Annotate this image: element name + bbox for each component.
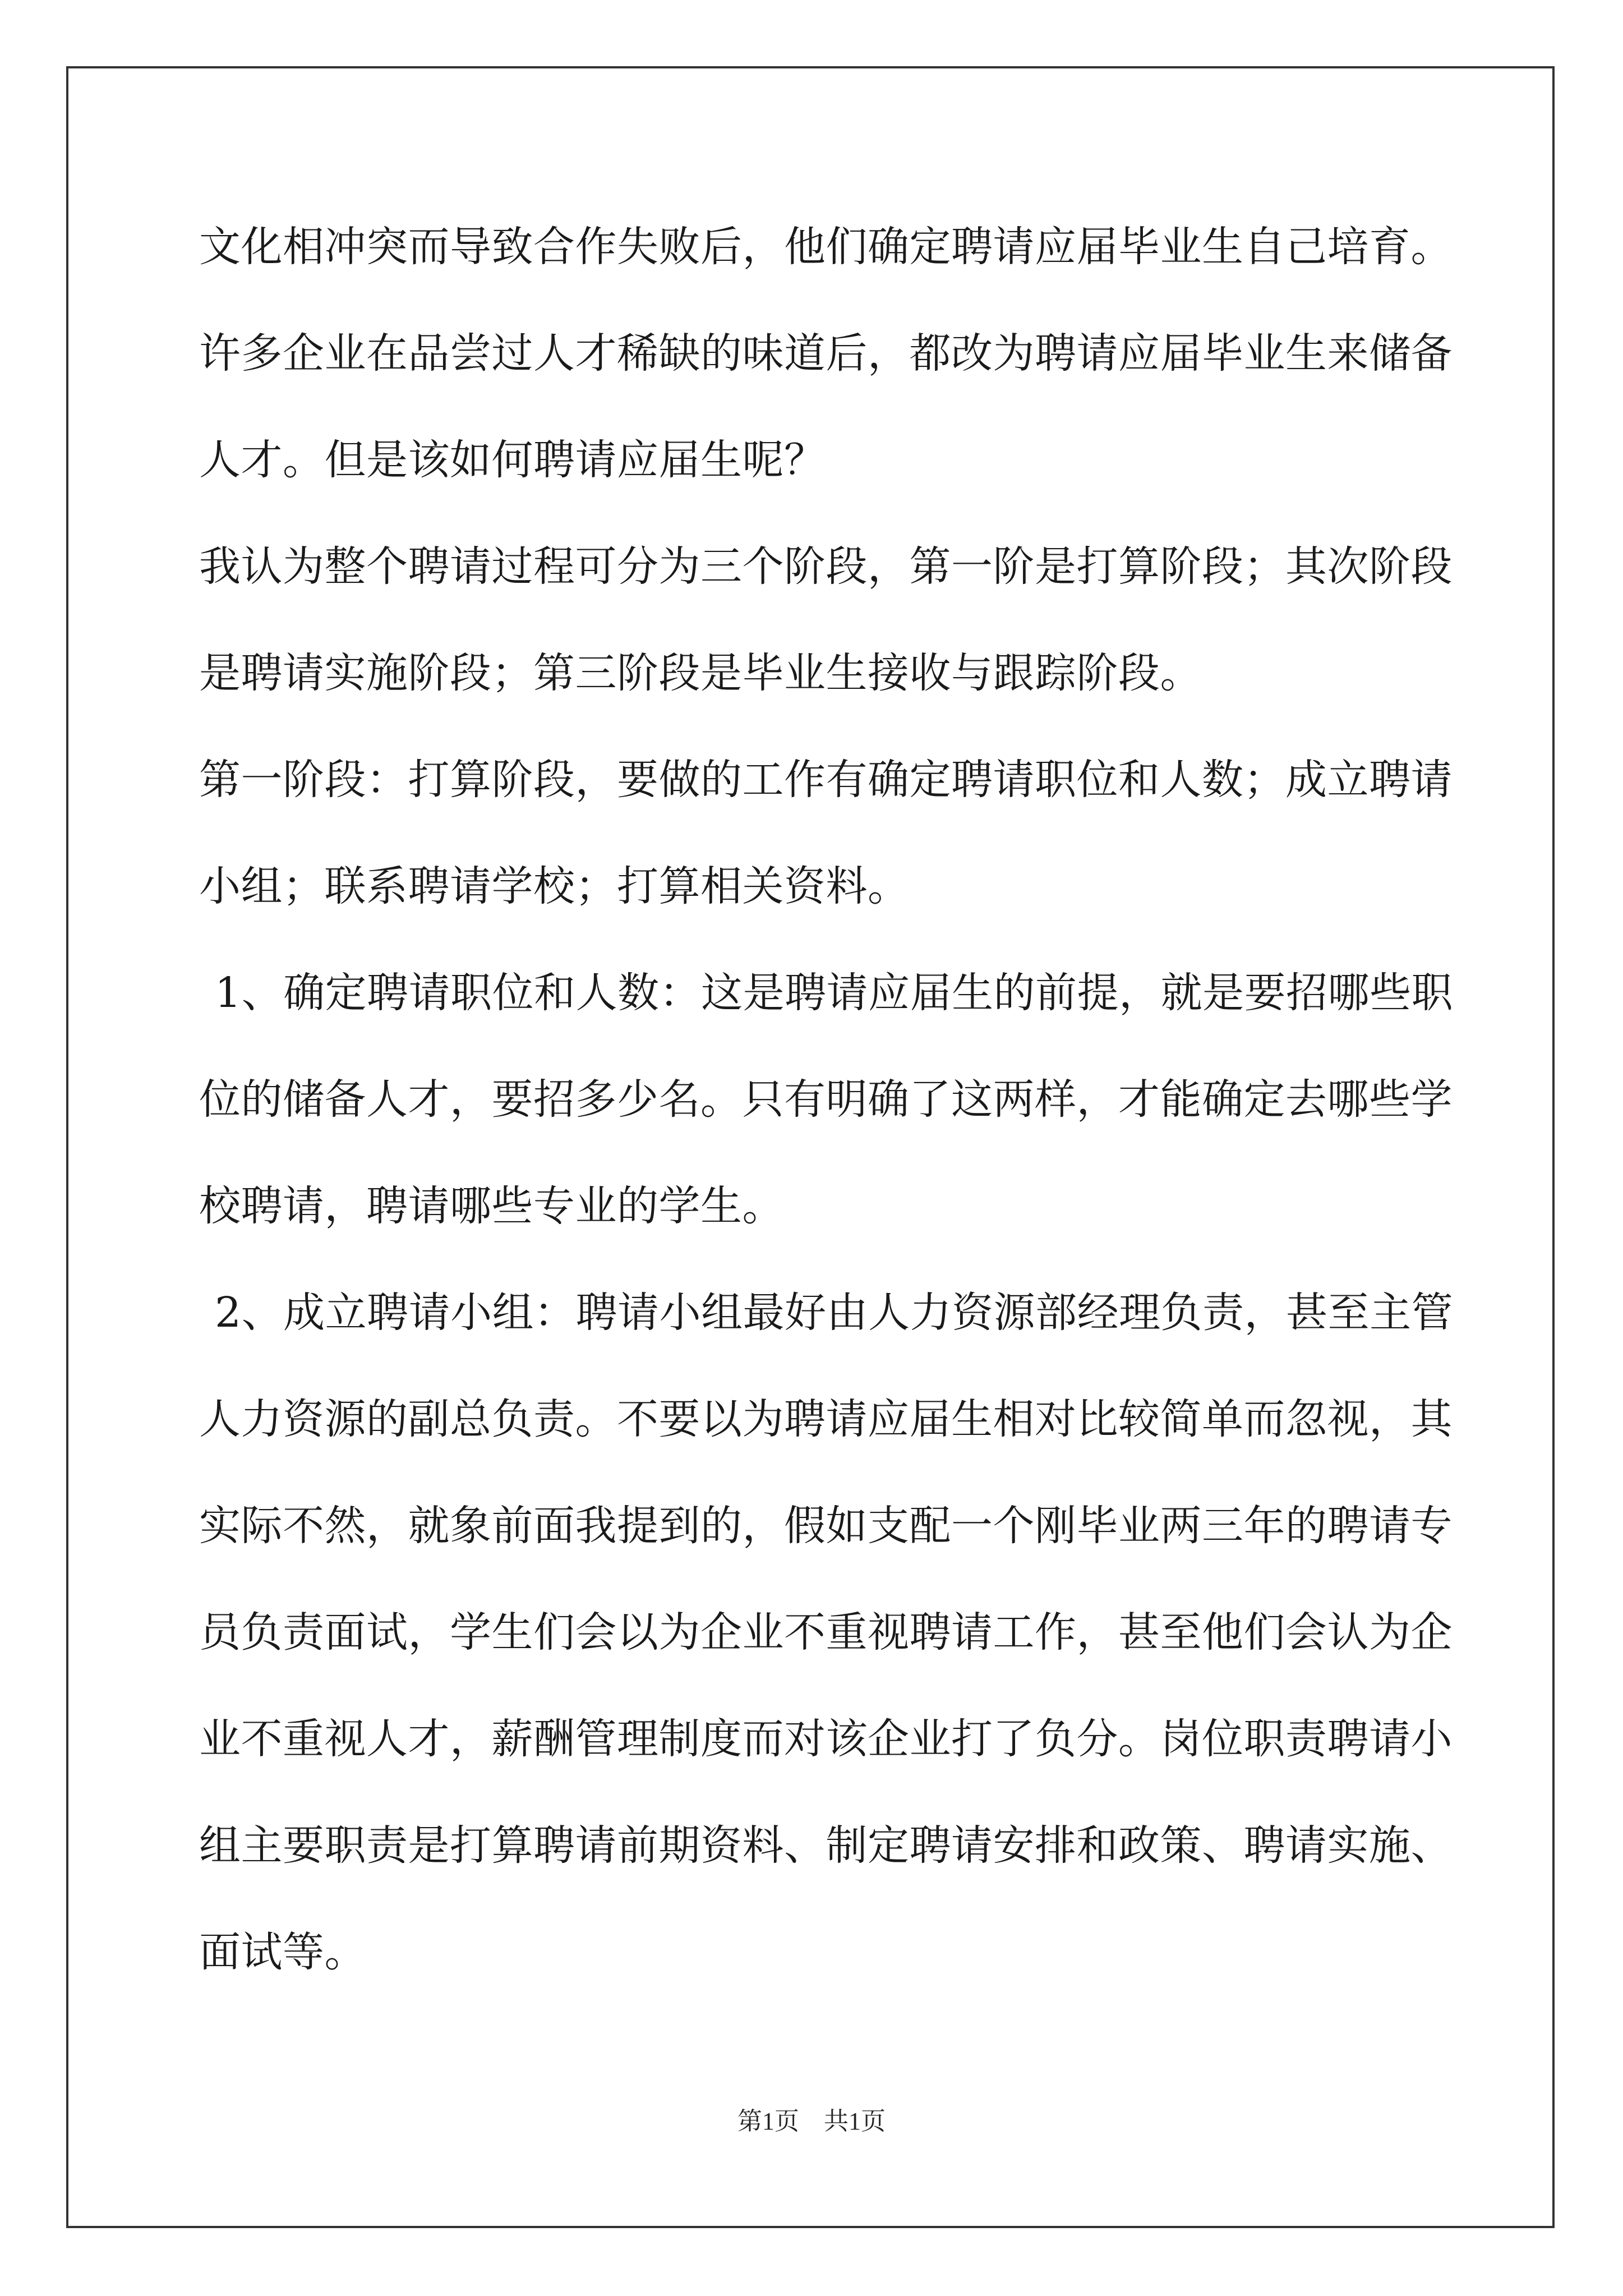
text-line: 小组；联系聘请学校；打算相关资料。 bbox=[199, 862, 910, 910]
text-line: 人力资源的副总负责。不要以为聘请应届生相对比较简单而忽视，其 bbox=[199, 1395, 1453, 1443]
text-line: 员负责面试，学生们会以为企业不重视聘请工作，甚至他们会认为企 bbox=[199, 1608, 1453, 1657]
text-line: 校聘请，聘请哪些专业的学生。 bbox=[199, 1182, 784, 1230]
text-line: 是聘请实施阶段；第三阶段是毕业生接收与跟踪阶段。 bbox=[199, 649, 1202, 697]
text-line: 我认为整个聘请过程可分为三个阶段，第一阶是打算阶段；其次阶段 bbox=[199, 542, 1453, 591]
text-line: 文化相冲突而导致合作失败后，他们确定聘请应届毕业生自己培育。 bbox=[199, 223, 1453, 271]
text-line: 位的储备人才，要招多少名。只有明确了这两样，才能确定去哪些学 bbox=[199, 1075, 1453, 1124]
page-number-footer: 第1页 共1页 bbox=[737, 2108, 886, 2135]
text-line: 许多企业在品尝过人才稀缺的味道后，都改为聘请应届毕业生来储备 bbox=[199, 329, 1453, 378]
text-line: 第一阶段：打算阶段，要做的工作有确定聘请职位和人数；成立聘请 bbox=[199, 756, 1453, 804]
text-line: 实际不然，就象前面我提到的，假如支配一个刚毕业两三年的聘请专 bbox=[199, 1502, 1453, 1550]
text-line: 组主要职责是打算聘请前期资料、制定聘请安排和政策、聘请实施、 bbox=[199, 1821, 1453, 1870]
text-line: 2、成立聘请小组：聘请小组最好由人力资源部经理负责，甚至主管 bbox=[215, 1289, 1454, 1337]
document-body bbox=[199, 194, 1454, 2005]
text-line: 面试等。 bbox=[199, 1928, 366, 1976]
text-line: 1、确定聘请职位和人数：这是聘请应届生的前提，就是要招哪些职 bbox=[215, 969, 1454, 1017]
text-line: 业不重视人才，薪酬管理制度而对该企业打了负分。岗位职责聘请小 bbox=[199, 1715, 1453, 1763]
text-line: 人才。但是该如何聘请应届生呢？ bbox=[199, 436, 826, 484]
